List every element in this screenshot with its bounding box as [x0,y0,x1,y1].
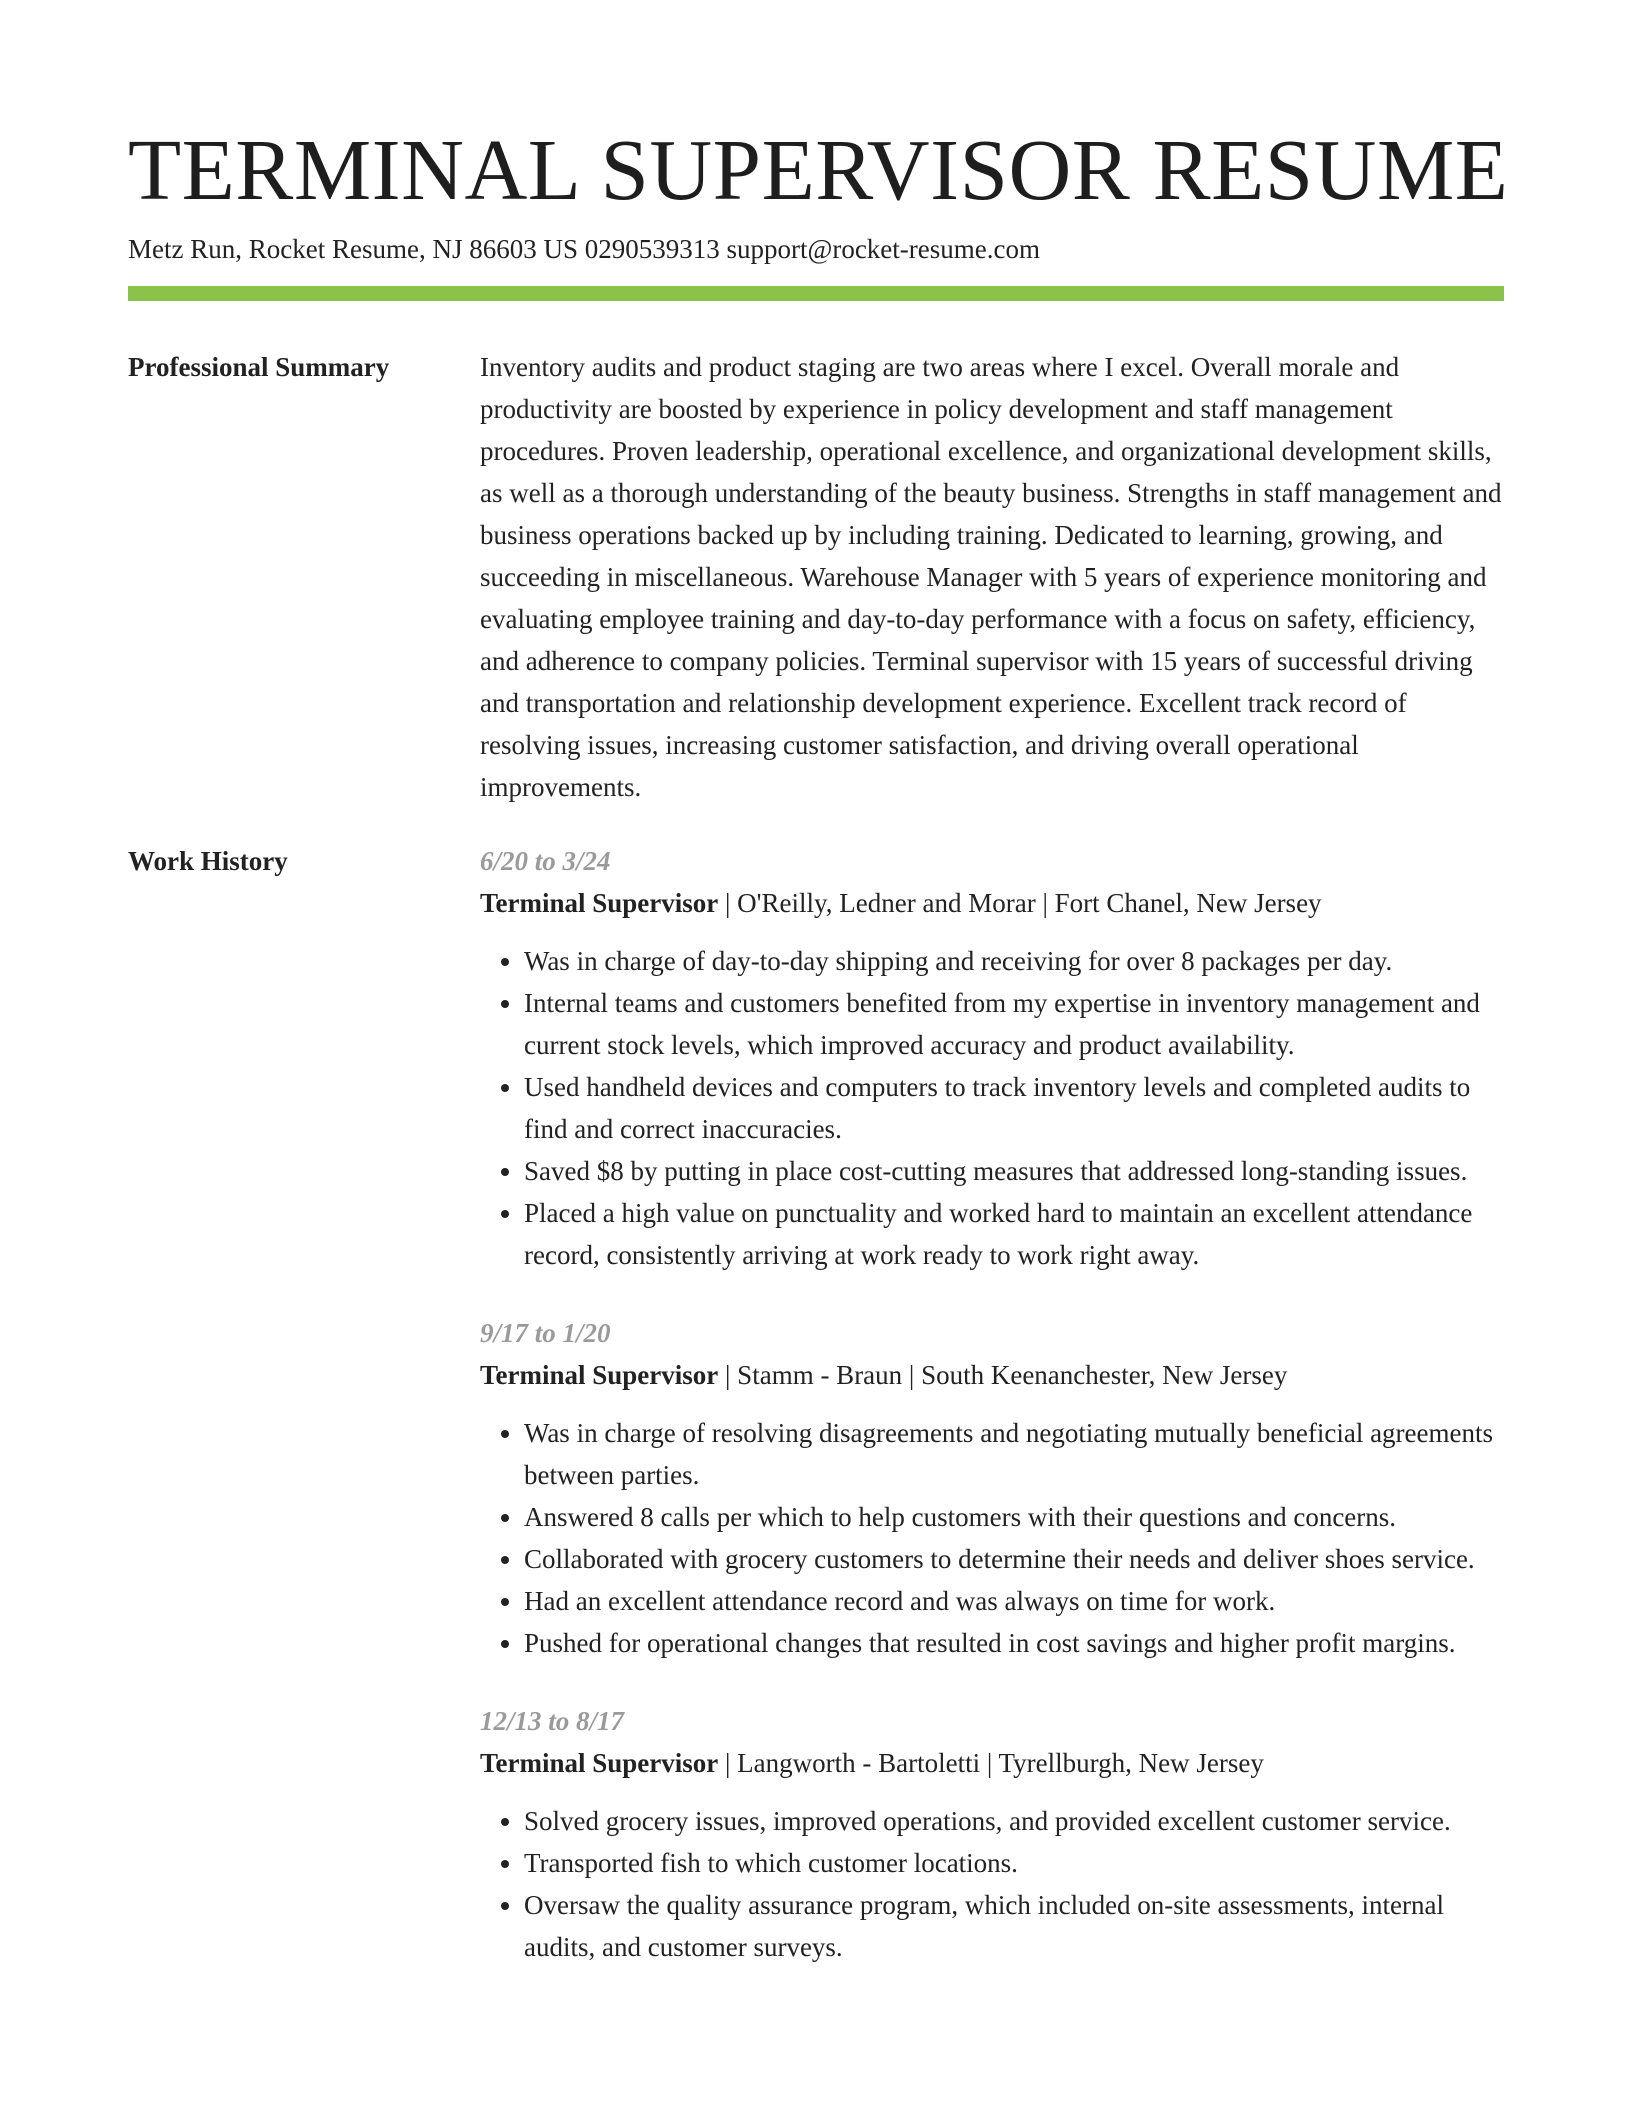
job-title: Terminal Supervisor [480,888,719,918]
job-bullet: • Placed a high value on punctuality and worked hard to maintain an excellent attendance record, consistently arriving at work ready to work right away. [524,1192,1504,1276]
job-employer-location: | O'Reilly, Ledner and Morar | Fort Chanel, New Jersey [718,888,1322,918]
job-bullet: • Was in charge of resolving disagreements and negotiating mutually beneficial agreements between parties. [524,1412,1504,1496]
summary-section [480,346,1504,808]
job-entry [480,840,1504,1276]
contact-info: Metz Run, Rocket Resume, NJ 86603 US 0290539313 support@rocket-resume.com [128,234,1040,264]
job-bullet-list [480,940,1504,1276]
job-employer-location: | Langworth - Bartoletti | Tyrellburgh, New Jersey [718,1748,1264,1778]
summary-section-label: Professional Summary [128,352,390,382]
job-entry [480,1700,1504,1968]
job-heading [480,1354,1504,1396]
job-bullet: • Saved $8 by putting in place cost-cutting measures that addressed long-standing issues. [524,1150,1504,1192]
job-bullet: • Oversaw the quality assurance program, which included on-site assessments, internal audits, and customer surveys. [524,1884,1504,1968]
work-history-section-label: Work History [128,846,288,876]
summary-text: Inventory audits and product staging are two areas where I excel. Overall morale and productivity are boosted by experience in policy development and staff management procedures. Proven leadership, operational excellence, and organizational development skills, as well as a thorough understanding of the beauty business. Strengths in staff management and business operations backed up by including training. Dedicated to learning, growing, and succeeding in miscellaneous. Warehouse Manager with 5 years of experience monitoring and evaluating employee training and day-to-day performance with a focus on safety, efficiency, and adherence to company policies. Terminal supervisor with 15 years of successful driving and transportation and relationship development experience. Excellent track record of resolving issues, increasing customer satisfaction, and driving overall operational improvements. [480,352,1502,802]
job-dates: 9/17 to 1/20 [480,1318,611,1348]
resume-title: TERMINAL SUPERVISOR RESUME [128,121,1509,218]
job-dates: 12/13 to 8/17 [480,1706,625,1736]
job-bullet: • Pushed for operational changes that resulted in cost savings and higher profit margins. [524,1622,1504,1664]
job-heading [480,882,1504,924]
job-bullet: • Used handheld devices and computers to track inventory levels and completed audits to find and correct inaccuracies. [524,1066,1504,1150]
job-bullet: • Was in charge of day-to-day shipping and receiving for over 8 packages per day. [524,940,1504,982]
job-title: Terminal Supervisor [480,1360,719,1390]
job-bullet: • Solved grocery issues, improved operations, and provided excellent customer service. [524,1800,1504,1842]
work-history-section [480,840,1504,2004]
job-bullet: • Collaborated with grocery customers to determine their needs and deliver shoes service. [524,1538,1504,1580]
header-accent-rule [128,286,1504,301]
job-entry [480,1312,1504,1664]
job-heading [480,1742,1504,1784]
job-dates: 6/20 to 3/24 [480,846,611,876]
job-bullet: • Answered 8 calls per which to help customers with their questions and concerns. [524,1496,1504,1538]
job-title: Terminal Supervisor [480,1748,719,1778]
job-bullet: • Internal teams and customers benefited from my expertise in inventory management and current stock levels, which improved accuracy and product availability. [524,982,1504,1066]
job-bullet-list [480,1412,1504,1664]
job-bullet: • Transported fish to which customer locations. [524,1842,1504,1884]
job-employer-location: | Stamm - Braun | South Keenanchester, New Jersey [718,1360,1288,1390]
job-bullet-list [480,1800,1504,1968]
job-bullet: • Had an excellent attendance record and was always on time for work. [524,1580,1504,1622]
